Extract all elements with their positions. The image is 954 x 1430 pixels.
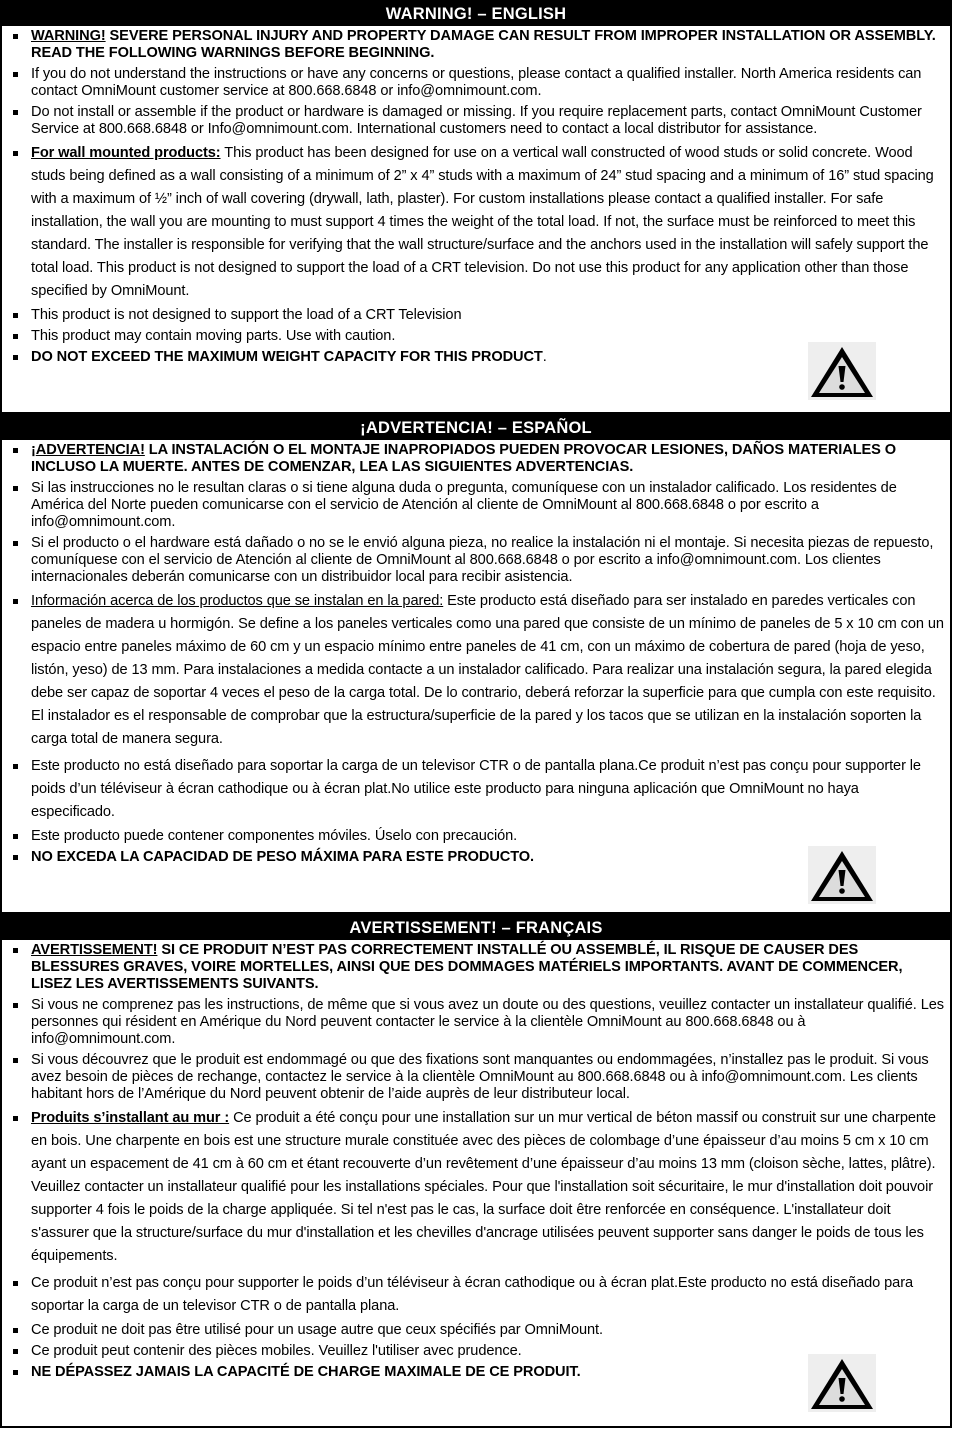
list-item: This product may contain moving parts. Use with caution.	[2, 328, 944, 345]
list-item	[2, 442, 944, 476]
section-header-spanish: ¡ADVERTENCIA! – ESPAÑOL	[2, 416, 950, 440]
wall-mount-lead: Produits s’installant au mur :	[31, 1110, 230, 1126]
list-item: Si vous découvrez que le produit est endommagé ou que des fixations sont manquantes ou endommagées, n’installez pas le produit. Si vous avez besoin de pièces de rechange, contactez le service à la clientèle OmniMount au 800.668.6848 ou à info@omnimount.com. Les clients habitant hors de l’Amérique du Nord peuvent obtenir de l’aide auprès de leur distributeur local.	[2, 1052, 944, 1103]
warning-list-french	[2, 940, 950, 1381]
list-item	[2, 349, 944, 366]
wall-mount-text: This product has been designed for use on a vertical wall constructed of wood studs or solid concrete. Wood studs being defined as a wall consisting of a minimum of 2” x 4” studs with a maximum of 24” stud spacing and a minimum of 16” stud spacing with a maximum of ½” inch of wall covering (drywall, lath, plaster). For custom installations please contact a qualified installer. For safe installation, the wall you are mounting to must support 4 times the weight of the total load. If not, the surface must be reinforced to meet this standard. The installer is responsible for verifying that the wall structure/surface and the anchors used in the installation will safely support the total load. This product is not designed to support the load of a CRT television. Do not use this product for any application other than those specified by OmniMount.	[31, 145, 934, 299]
wall-mount-lead: Información acerca de los productos que se instalan en la pared:	[31, 593, 444, 609]
list-item: Este producto puede contener componentes móviles. Úselo con precaución.	[2, 828, 944, 845]
list-item	[2, 590, 944, 751]
list-item	[2, 28, 944, 62]
warning-list-english	[2, 26, 950, 366]
warning-triangle-icon	[808, 342, 876, 400]
list-item: If you do not understand the instructions or have any concerns or questions, please contact a qualified installer. North America residents can contact OmniMount customer service at 800.668.6848 or info@omnimount.com.	[2, 66, 944, 100]
list-item	[2, 1107, 944, 1268]
section-french	[0, 914, 952, 1428]
section-header-french: AVERTISSEMENT! – FRANÇAIS	[2, 916, 950, 940]
list-item: Si el producto o el hardware está dañado o no se le envió alguna pieza, no realice la instalación ni el montaje. Si necesita piezas de repuesto, comuníquese con el servicio de Atención al cliente de OmniMount al 800.668.6848 o por escrito a info@omnimount.com. Los clientes internacionales deberán comunicarse con un distribuidor local para recibir asistencia.	[2, 535, 944, 586]
list-item: Ce produit n’est pas conçu pour supporter le poids d’un téléviseur à écran cathodique ou à écran plat.Este producto no está diseñado para soportar la carga de un televisor CTR o de pantalla plana.	[2, 1272, 944, 1318]
warning-pre: ¡	[31, 442, 36, 458]
list-item: Ce produit ne doit pas être utilisé pour un usage autre que ceux spécifiés par OmniMount.	[2, 1322, 944, 1339]
section-header-english: WARNING! – ENGLISH	[2, 2, 950, 26]
wall-mount-text: Este producto está diseñado para ser instalado en paredes verticales con paneles de madera u hormigón. Se define a los paneles verticales como una pared que consiste de un mínimo de paneles de 5 x 10 cm con un espacio entre paneles máximo de 60 cm y un espacio mínimo entre paneles de 41 cm, con un máximo de cobertura de pared (hoja de yeso, listón, yeso) de 13 mm. Para instalaciones a medida contacte a un instalador calificado. Para realizar una instalación segura, la pared elegida debe ser capaz de soportar 4 veces el peso de la carga total. De lo contrario, deberá reforzar la superficie para que cumpla con este requisito. El instalador es el responsable de comprobar que la estructura/superficie de la pared y los tacos que se utilizan en la instalación soporten la carga total de manera segura.	[31, 593, 944, 747]
warning-triangle-icon	[808, 846, 876, 904]
warning-list-spanish	[2, 440, 950, 866]
list-item: NE DÉPASSEZ JAMAIS LA CAPACITÉ DE CHARGE MAXIMALE DE CE PRODUIT.	[2, 1364, 944, 1381]
period: .	[542, 349, 547, 365]
warning-triangle-icon	[808, 1354, 876, 1412]
list-item: Si vous ne comprenez pas les instructions, de même que si vous avez un doute ou des questions, veuillez contacter un installateur qualifié. Les personnes qui résident en Amérique du Nord peuvent contacter le service à la clientèle OmniMount au 800.668.6848 ou à info@omnimount.com.	[2, 997, 944, 1048]
warning-intro: SI CE PRODUIT N’EST PAS CORRECTEMENT INSTALLÉ OU ASSEMBLÉ, IL RISQUE DE CAUSER DES BLESSURES GRAVES, VOIRE MORTELLES, AINSI QUE DES DOMMAGES MATÉRIELS IMPORTANTS. AVANT DE COMMENCER, LISEZ LES AVERTISSEMENTS SUIVANTS.	[31, 942, 903, 992]
section-spanish	[0, 414, 952, 914]
warning-lead: WARNING!	[31, 28, 106, 44]
warning-lead: ADVERTENCIA!	[35, 442, 145, 458]
max-weight-warning: DO NOT EXCEED THE MAXIMUM WEIGHT CAPACITY FOR THIS PRODUCT	[31, 349, 543, 365]
wall-mount-text: Ce produit a été conçu pour une installation sur un mur vertical de béton massif ou construit sur une charpente en bois. Une charpente en bois est une structure murale constituée avec des pièces de colombage d’une épaisseur d’au moins 5 cm x 10 cm ayant un espacement de 41 cm à 60 cm et étant recouverte d’un revêtement d’une épaisseur d’au moins 13 mm (cloison sèche, lattes, plâtre). Veuillez contacter un installateur qualifié pour les installations spéciales. Pour que l'installation soit sécuritaire, le mur d'installation doit pouvoir supporter 4 fois le poids de la charge appliquée. Si tel n'est pas le cas, la surface doit être renforcée en conséquence. L'installateur doit s'assurer que la structure/surface du mur d'installation et les chevilles d'ancrage utilisées peuvent supporter sans danger le poids de tous les équipements.	[31, 1110, 936, 1264]
warning-lead: AVERTISSEMENT!	[31, 942, 158, 958]
list-item: Si las instrucciones no le resultan claras o si tiene alguna duda o pregunta, comuníquese con un instalador calificado. Los residentes de América del Norte pueden comunicarse con el servicio de Atención al cliente de OmniMount al 800.668.6848 o por escrito a info@omnimount.com.	[2, 480, 944, 531]
list-item	[2, 142, 944, 303]
list-item	[2, 942, 944, 993]
list-item: This product is not designed to support the load of a CRT Television	[2, 307, 944, 324]
list-item: Ce produit peut contenir des pièces mobiles. Veuillez l'utiliser avec prudence.	[2, 1343, 944, 1360]
warning-intro: LA INSTALACIÓN O EL MONTAJE INAPROPIADOS PUEDEN PROVOCAR LESIONES, DAÑOS MATERIALES O INCLUSO LA MUERTE. ANTES DE COMENZAR, LEA LAS SIGUIENTES ADVERTENCIAS.	[31, 442, 896, 475]
section-english	[0, 0, 952, 414]
list-item: Este producto no está diseñado para soportar la carga de un televisor CTR o de pantalla plana.Ce produit n’est pas conçu pour supporter le poids d’un téléviseur à écran cathodique ou à écran plat.No utilice este producto para ninguna aplicación que OmniMount no haya especificado.	[2, 755, 944, 824]
warning-intro: SEVERE PERSONAL INJURY AND PROPERTY DAMAGE CAN RESULT FROM IMPROPER INSTALLATION OR ASSEMBLY. READ THE FOLLOWING WARNINGS BEFORE BEGINNING.	[31, 28, 936, 61]
wall-mount-lead: For wall mounted products:	[31, 145, 221, 161]
list-item: NO EXCEDA LA CAPACIDAD DE PESO MÁXIMA PARA ESTE PRODUCTO.	[2, 849, 944, 866]
list-item: Do not install or assemble if the product or hardware is damaged or missing. If you require replacement parts, contact OmniMount Customer Service at 800.668.6848 or Info@omnimount.com. International customers need to contact a local distributor for assistance.	[2, 104, 944, 138]
